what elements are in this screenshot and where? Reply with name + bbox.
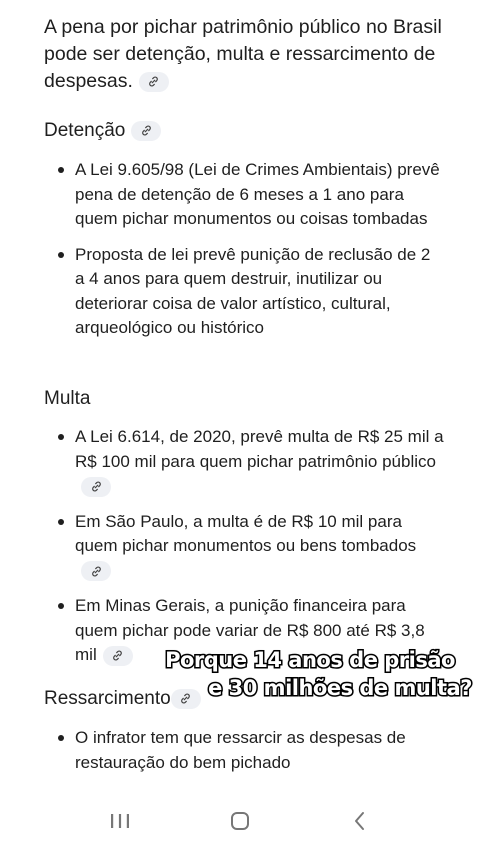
list-ressarcimento <box>44 726 444 786</box>
list-item: A Lei 6.614, de 2020, prevê multa de R$ 25 mil a R$ 100 mil para quem pichar patrimônio público <box>44 425 444 499</box>
home-icon[interactable] <box>228 811 252 836</box>
list-item: O infrator tem que ressarcir as despesas de restauração do bem pichado <box>44 726 444 775</box>
link-icon[interactable] <box>81 477 111 497</box>
link-icon[interactable] <box>81 561 111 581</box>
link-icon[interactable] <box>131 121 161 141</box>
overlay-caption-line2: e 30 milhões de multa? <box>208 676 472 700</box>
section-title-detencao: Detenção <box>44 120 161 142</box>
link-icon[interactable] <box>139 72 169 92</box>
list-multa <box>44 425 444 679</box>
back-icon[interactable] <box>348 811 372 836</box>
section-title-ressarcimento: Ressarcimento <box>44 688 201 710</box>
intro-paragraph <box>44 14 444 95</box>
list-item: A Lei 9.605/98 (Lei de Crimes Ambientais) prevê pena de detenção de 6 meses a 1 ano para quem pichar monumentos ou coisas tombadas <box>44 158 444 232</box>
section-title-multa: Multa <box>44 388 91 409</box>
overlay-caption-line1: Porque 14 anos de prisão <box>165 648 455 672</box>
system-navigation-bar <box>0 794 480 854</box>
intro-text: A pena por pichar patrimônio público no Brasil pode ser detenção, multa e ressarcimento de despesas. <box>44 16 442 92</box>
list-item: Proposta de lei prevê punição de reclusão de 2 a 4 anos para quem destruir, inutilizar ou deteriorar coisa de valor artístico, cultural, arqueológico ou histórico <box>44 243 444 341</box>
list-item: Em São Paulo, a multa é de R$ 10 mil para quem pichar monumentos ou bens tombados <box>44 510 444 584</box>
list-item: Em Minas Gerais, a punição financeira para quem pichar pode variar de R$ 800 até R$ 3,8 mil <box>44 594 444 668</box>
list-detencao <box>44 158 444 352</box>
recent-apps-icon[interactable] <box>108 811 132 836</box>
